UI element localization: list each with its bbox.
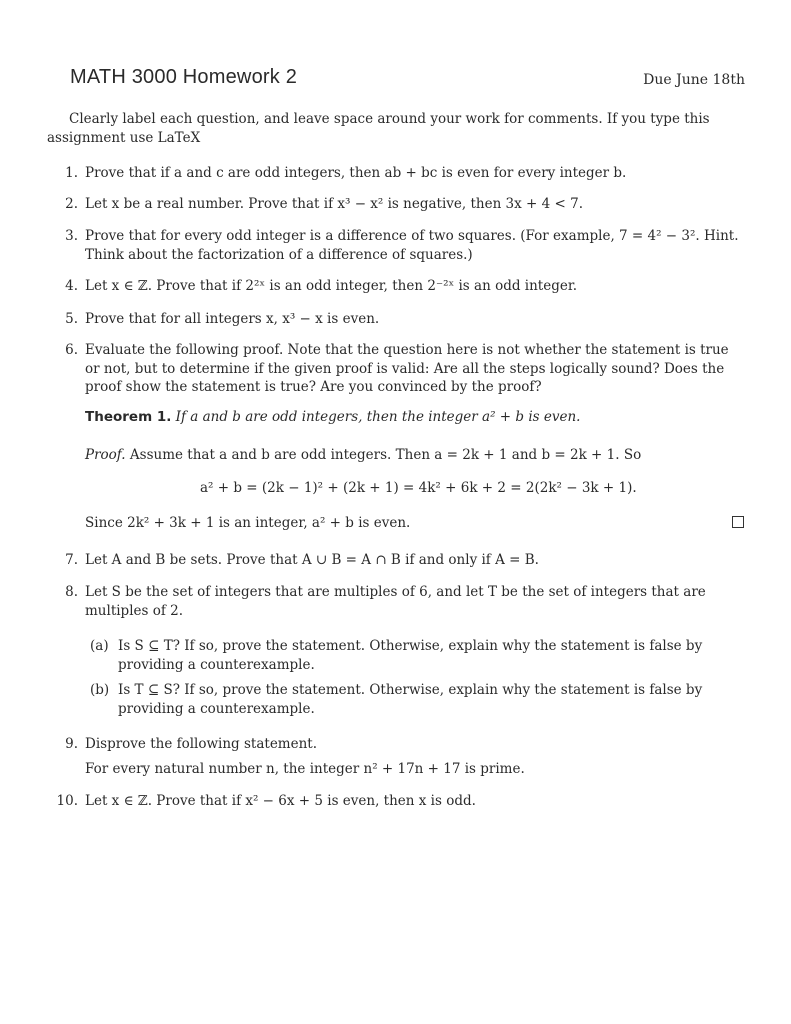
problem-number: 3. <box>65 228 78 244</box>
problem-number: 1. <box>65 165 78 181</box>
proof <box>85 447 745 463</box>
problem-text: Prove that if a and c are odd integers, then ab + bc is even for every integer b. <box>85 165 627 181</box>
problem-number: 7. <box>65 552 78 568</box>
problem-text: Let S be the set of integers that are multiples of 6, and let T be the set of integers that are multiples of 2. <box>85 584 706 619</box>
problem-text: Disprove the following statement. <box>85 736 318 752</box>
proof-label: Proof. <box>85 447 126 463</box>
problem-number: 6. <box>65 342 78 358</box>
problem-text: Let x ∈ ℤ. Prove that if x² − 6x + 5 is even, then x is odd. <box>85 793 476 809</box>
proof-conclusion: Since 2k² + 3k + 1 is an integer, a² + b is even. <box>85 515 411 531</box>
instructions: Clearly label each question, and leave space around your work for comments. If you type this assignment use LaTeX <box>47 111 710 146</box>
problem-text: Prove that for every odd integer is a difference of two squares. (For example, 7 = 4² − 3². Hint. Think about the factorization of a difference of squares.) <box>85 228 739 263</box>
page-title: MATH 3000 Homework 2 <box>70 66 298 88</box>
problem-number: 4. <box>65 278 78 294</box>
problem-number: 5. <box>65 311 78 327</box>
problem-text: Evaluate the following proof. Note that the question here is not whether the statement is true or not, but to determine if the given proof is valid: Are all the steps logically sound? Does the proof show the statement is true? Are you convinced by the proof? <box>85 342 729 395</box>
subpart-label: (b) <box>90 682 110 698</box>
problem-text: Let x be a real number. Prove that if x³ − x² is negative, then 3x + 4 < 7. <box>85 196 584 212</box>
problem-text: Let A and B be sets. Prove that A ∪ B = A ∩ B if and only if A = B. <box>85 552 539 568</box>
due-date: Due June 18th <box>643 72 745 88</box>
problem-text: Prove that for all integers x, x³ − x is even. <box>85 311 380 327</box>
qed-square-icon <box>732 516 744 528</box>
problem-number: 8. <box>65 584 78 600</box>
proof-display-equation: a² + b = (2k − 1)² + (2k + 1) = 4k² + 6k + 2 = 2(2k² − 3k + 1). <box>200 480 637 496</box>
subpart-label: (a) <box>90 638 109 654</box>
theorem-text: If a and b are odd integers, then the integer a² + b is even. <box>175 409 581 425</box>
problem-number: 9. <box>65 736 78 752</box>
problem-number: 2. <box>65 196 78 212</box>
problem-9-statement: For every natural number n, the integer n² + 17n + 17 is prime. <box>85 761 525 777</box>
problem-number: 10. <box>56 793 78 809</box>
proof-text: Assume that a and b are odd integers. Then a = 2k + 1 and b = 2k + 1. So <box>129 447 642 463</box>
theorem <box>85 409 580 425</box>
subpart-text: Is S ⊆ T? If so, prove the statement. Otherwise, explain why the statement is false by providing a counterexample. <box>118 638 703 673</box>
theorem-label: Theorem 1. <box>85 409 172 425</box>
problem-text: Let x ∈ ℤ. Prove that if 2²ˣ is an odd integer, then 2⁻²ˣ is an odd integer. <box>85 278 578 294</box>
subpart-text: Is T ⊆ S? If so, prove the statement. Otherwise, explain why the statement is false by providing a counterexample. <box>118 682 703 717</box>
